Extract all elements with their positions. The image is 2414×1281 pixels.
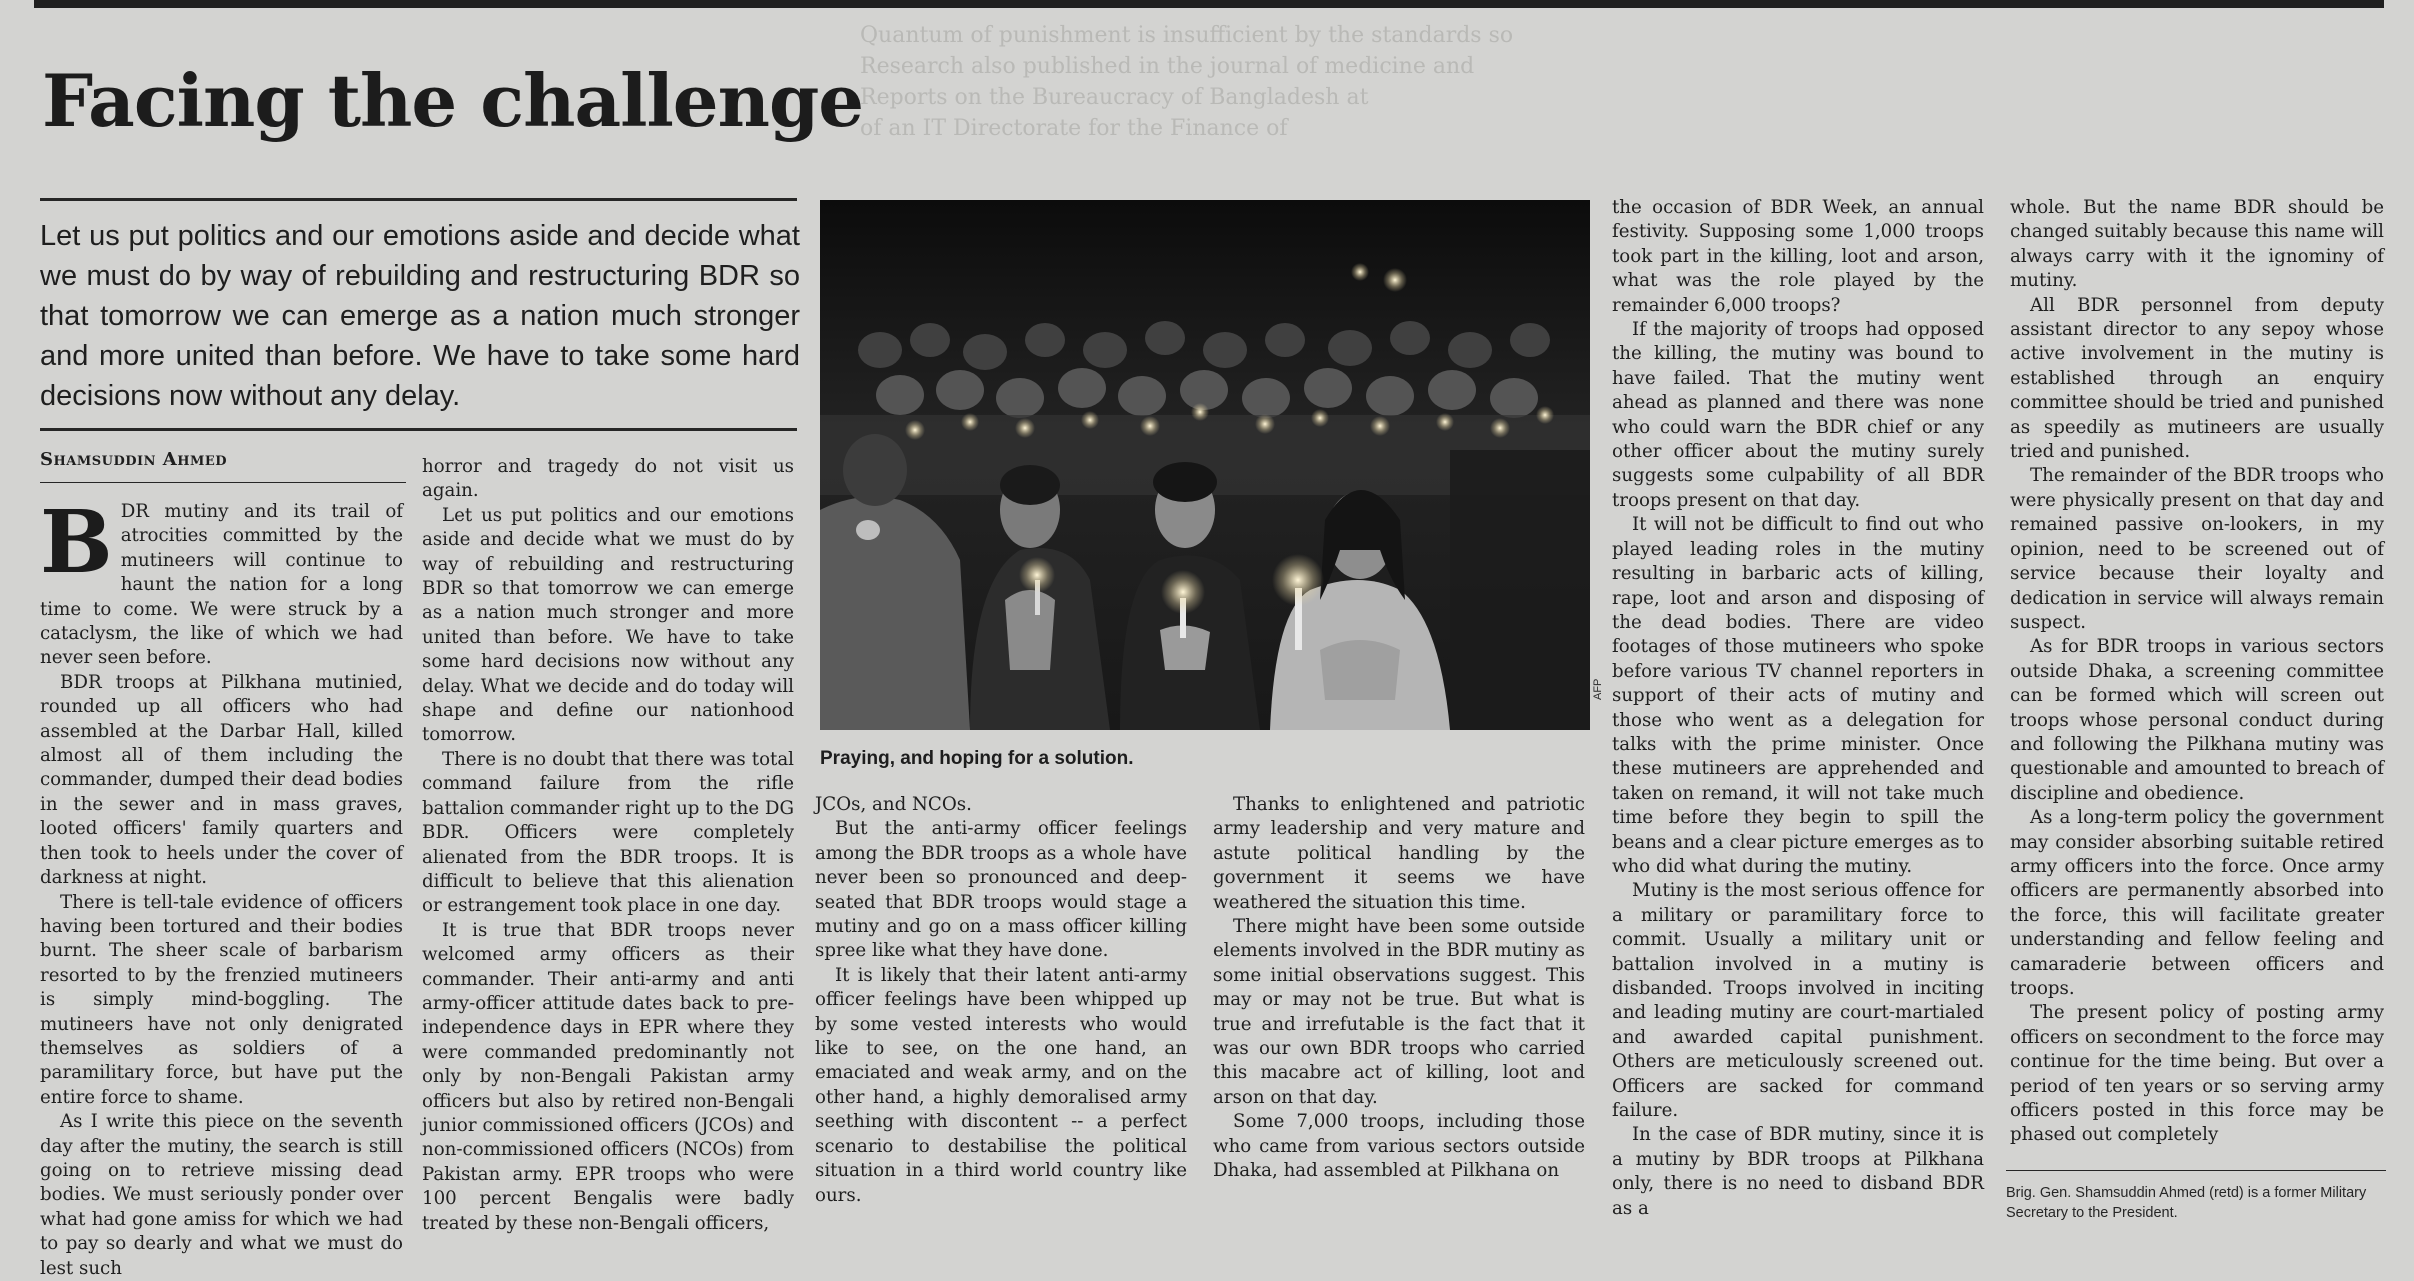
deck-bottom-rule: [40, 428, 797, 431]
bleed-through-text: [860, 20, 2410, 190]
paragraph: [40, 492, 403, 671]
paragraph: BDR troops at Pilkhana mutinied, rounded up all officers who had assembled at the Darbar Hall, killed almost all of them including the commander, dumped their dead bodies in the sewer and in mass graves, looted officers' family quarters and then took to heels under the cover of darkness at night.: [40, 671, 403, 889]
paragraph: As I write this piece on the seventh day after the mutiny, the search is still going on to retrieve missing dead bodies. We must seriously ponder over what had gone amiss for which we had to pay so dearly and what we must do lest such: [40, 1111, 403, 1279]
article-photo: [820, 200, 1590, 730]
paragraph: But the anti-army officer feelings among the BDR troops as a whole have never been so pronounced and deep-seated that BDR troops would stage a mutiny and go on a mass officer killing spree like what they have done.: [815, 818, 1187, 962]
paragraph: As for BDR troops in various sectors outside Dhaka, a screening committee can be formed which will screen out troops whose personal conduct during and following the Pilkhana mutiny was questionable and amounted to breach of discipline and obedience.: [2010, 636, 2384, 804]
paragraph: It will not be difficult to find out who played leading roles in the mutiny resulting in barbaric acts of killing, rape, loot and arson and disposing of the dead bodies. There are video footages of those mutineers who spoke before various TV channel reporters in support of their acts of mutiny and those who went as a delegation for talks with the prime minister. Once these mutineers are apprehended and taken on remand, it will not take much time before they begin to spill the beans and a clear picture emerges as to who did what during the mutiny.: [1612, 514, 1984, 877]
paragraph: It is true that BDR troops never welcomed army officers as their commander. Their anti-army and anti army-officer attitude dates back to pre-independence days in EPR where they were commanded predominantly not only by non-Bengali Pakistan army officers but also by retired non-Bengali junior commissioned officers (JCOs) and non-commissioned officers (NCOs) from Pakistan army. EPR troops who were 100 percent Bengalis were badly treated by these non-Bengali officers,: [422, 919, 794, 1234]
paragraph: As a long-term policy the government may consider absorbing suitable retired army officers into the force. Once army officers are permanently absorbed into the force, this will facilitate greater understanding and fellow feeling and camaraderie between officers and troops.: [2010, 807, 2384, 999]
paragraph: Some 7,000 troops, including those who came from various sectors outside Dhaka, had assembled at Pilkhana on: [1213, 1111, 1585, 1182]
bleed-line: of an IT Directorate for the Finance of: [860, 116, 1288, 141]
paragraph: If the majority of troops had opposed the killing, the mutiny was bound to have failed. That the mutiny went ahead as planned and there was none who could warn the BDR chief or any other officer about the mutiny surely suggests some culpability of all BDR troops present on that day.: [1612, 319, 1984, 511]
drop-cap: B: [40, 492, 113, 593]
paragraph: In the case of BDR mutiny, since it is a mutiny by BDR troops at Pilkhana only, there is no need to disband BDR as a: [1612, 1124, 1984, 1219]
deck-top-rule: [40, 198, 797, 201]
photo-caption: Praying, and hoping for a solution.: [820, 748, 1134, 769]
article-column-5: [1612, 196, 1984, 1220]
bleed-line: Reports on the Bureaucracy of Bangladesh at: [860, 85, 1369, 110]
bleed-line: Quantum of punishment is insufficient by the standards so: [860, 23, 1514, 48]
article-column-1: [40, 492, 403, 1279]
article-column-4: [1213, 793, 1585, 1220]
bleed-line: Research also published in the journal of medicine and: [860, 54, 1475, 79]
photo-credit: AFP: [1592, 678, 1604, 700]
paragraph: JCOs, and NCOs.: [815, 794, 972, 815]
byline-rule: [40, 482, 406, 483]
article-column-6: [2010, 196, 2384, 1164]
paragraph: It is likely that their latent anti-army officer feelings have been whipped up by some vested interests who would like to see, on the one hand, an emaciated and weak army, and on the other hand, a highly demoralised army seething with discontent -- a perfect scenario to destabilise the political situation in a third world country like ours.: [815, 964, 1187, 1206]
paragraph: There might have been some outside elements involved in the BDR mutiny as some initial observations suggest. This may or may not be true. But what is true and irrefutable is the fact that it was our own BDR troops who carried this macabre act of killing, loot and arson on that day.: [1213, 916, 1585, 1108]
byline: Shamsuddin Ahmed: [40, 449, 228, 470]
paragraph: whole. But the name BDR should be changed suitably because this name will always carry with it the ignominy of mutiny.: [2010, 197, 2384, 292]
paragraph: All BDR personnel from deputy assistant director to any sepoy whose active involvement in the mutiny is established through an enquiry committee should be tried and punished as speedily as mutineers are usually tried and punished.: [2010, 294, 2384, 463]
article-headline: Facing the challenge: [42, 58, 864, 143]
paragraph: the occasion of BDR Week, an annual festivity. Supposing some 1,000 troops took part in the killing, loot and arson, what was the role played by the remainder 6,000 troops?: [1612, 197, 1984, 316]
author-bio: Brig. Gen. Shamsuddin Ahmed (retd) is a former Military Secretary to the President.: [2006, 1185, 2367, 1221]
bio-rule: [2006, 1170, 2386, 1171]
article-column-3: [815, 793, 1187, 1220]
paragraph: Mutiny is the most serious offence for a military or paramilitary force to commit. Usually a military unit or battalion involved in a mutiny is disbanded. Troops involved in inciting and leading mutiny are court-martialed and awarded capital punishment. Others are meticulously screened out. Officers are sacked for command failure.: [1612, 880, 1984, 1122]
paragraph: There is tell-tale evidence of officers having been tortured and their bodies burnt. The sheer scale of barbarism resorted to by the frenzied mutineers is simply mind-boggling. The mutineers have not only denigrated themselves as soldiers of a paramilitary force, but have put the entire force to shame.: [40, 891, 403, 1108]
article-deck: Let us put politics and our emotions aside and decide what we must do by way of rebuilding and restructuring BDR so that tomorrow we can emerge as a nation much stronger and more united than before. We have to take some hard decisions now without any delay.: [40, 220, 800, 412]
paragraph: Thanks to enlightened and patriotic army leadership and very mature and astute political handling by the government it seems we have weathered the situation this time.: [1213, 794, 1585, 913]
paragraph: horror and tragedy do not visit us again.: [422, 456, 794, 502]
paragraph-text: DR mutiny and its trail of atrocities committed by the mutineers will continue to haunt the nation for a long time to come. We were struck by a cataclysm, the like of which we had never seen before.: [40, 501, 403, 669]
paragraph: Let us put politics and our emotions aside and decide what we must do by way of rebuilding and restructuring BDR so that tomorrow we can emerge as a nation much stronger and more united than before. We have to take some hard decisions now without any delay. What we decide and do today will shape and define our nationhood tomorrow.: [422, 504, 794, 746]
article-column-2: [422, 455, 794, 1234]
candlelight-vigil-image: [820, 200, 1590, 730]
paragraph: There is no doubt that there was total command failure from the rifle battalion commander right up to the DG BDR. Officers were completely alienated from the BDR troops. It is difficult to believe that this alienation or estrangement took place in one day.: [422, 748, 794, 917]
paragraph: The remainder of the BDR troops who were physically present on that day and remained passive on-lookers, in my opinion, need to be screened out of service because their loyalty and dedication in service will always remain suspect.: [2010, 465, 2384, 633]
paragraph: The present policy of posting army officers on secondment to the force may continue for the time being. But over a period of ten years or so serving army officers posted in this force may be phased out completely: [2010, 1002, 2384, 1146]
top-rule: [34, 0, 2384, 8]
